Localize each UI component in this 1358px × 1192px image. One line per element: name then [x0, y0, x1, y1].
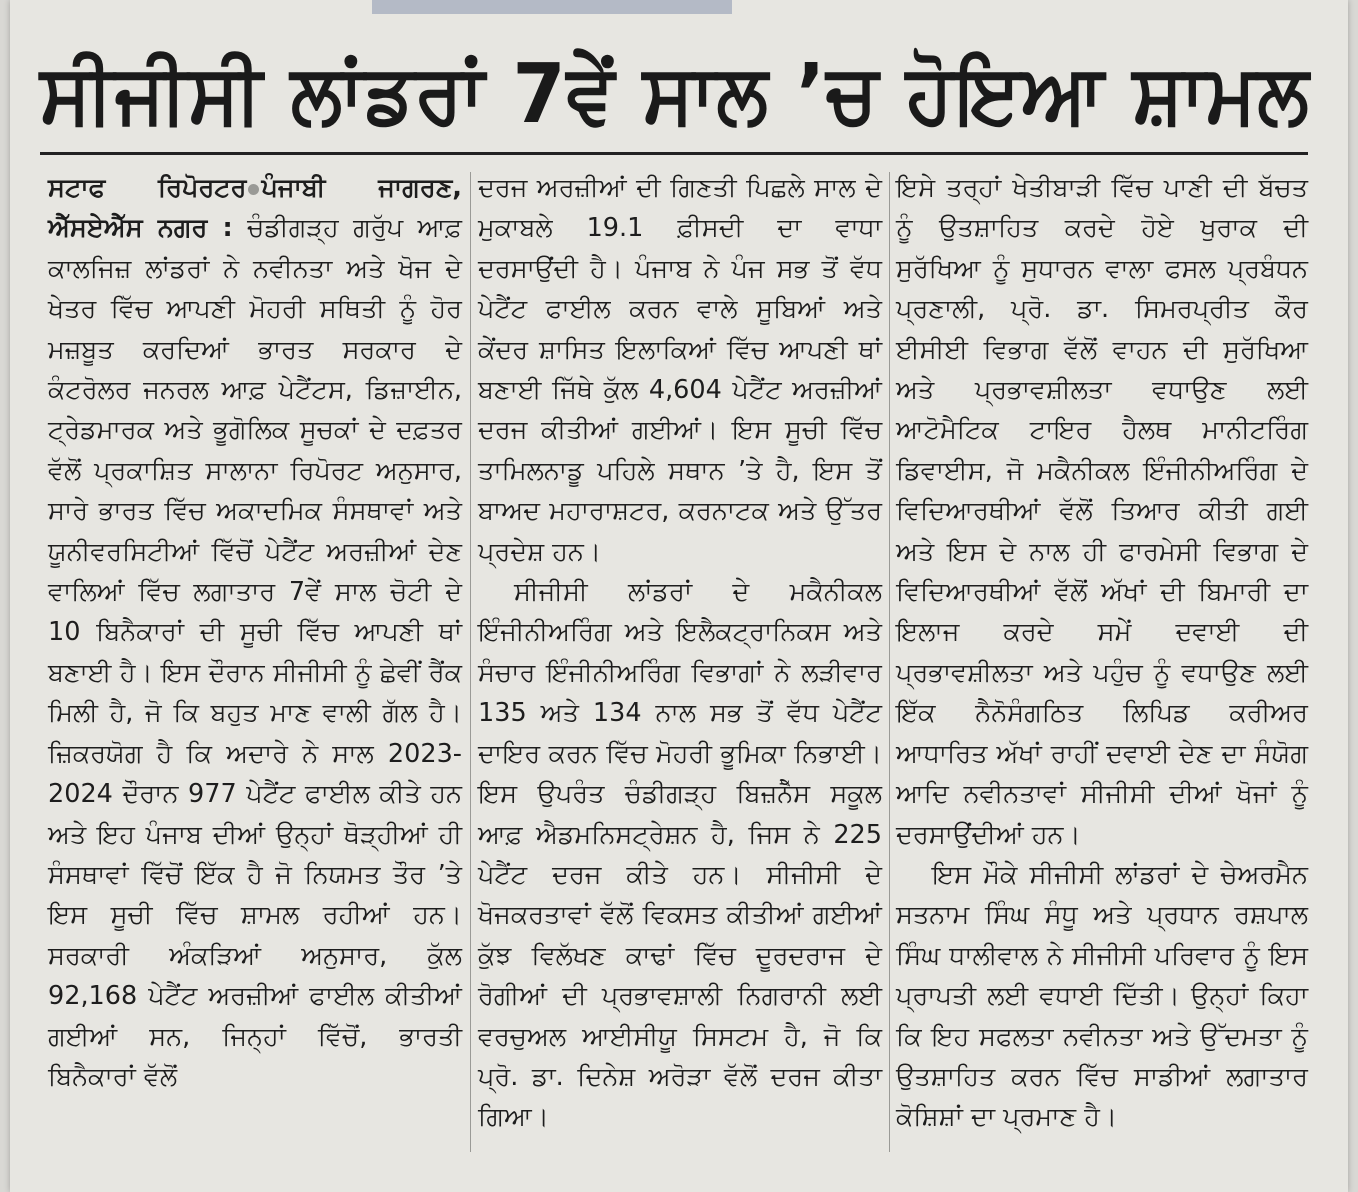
byline-paper: ਪੰਜਾਬੀ ਜਾਗਰਣ, [261, 173, 462, 203]
article-paragraph: ਇਸ ਮੌਕੇ ਸੀਜੀਸੀ ਲਾਂਡਰਾਂ ਦੇ ਚੇਅਰਮੈਨ ਸਤਨਾਮ ਸਿੰਘ ਸੰਧੂ ਅਤੇ ਪ੍ਰਧਾਨ ਰਸ਼ਪਾਲ ਸਿੰਘ ਧਾਲੀਵਾਲ ਨੇ ਸੀਜੀਸੀ ਪਰਿਵਾਰ ਨੂੰ ਇਸ ਪ੍ਰਾਪਤੀ ਲਈ ਵਧਾਈ ਦਿੱਤੀ। ਉਨ੍ਹਾਂ ਕਿਹਾ ਕਿ ਇਹ ਸਫਲਤਾ ਨਵੀਨਤਾ ਅਤੇ ਉੱਦਮਤਾ ਨੂੰ ਉਤਸ਼ਾਹਿਤ ਕਰਨ ਵਿੱਚ ਸਾਡੀਆਂ ਲਗਾਤਾਰ ਕੋਸ਼ਿਸ਼ਾਂ ਦਾ ਪ੍ਰਮਾਣ ਹੈ। [896, 859, 1308, 1133]
article-paragraph: ਸੀਜੀਸੀ ਲਾਂਡਰਾਂ ਦੇ ਮਕੈਨੀਕਲ ਇੰਜੀਨੀਅਰਿੰਗ ਅਤੇ ਇਲੈਕਟ੍ਰਾਨਿਕਸ ਅਤੇ ਸੰਚਾਰ ਇੰਜੀਨੀਅਰਿੰਗ ਵਿਭਾਗਾਂ ਨੇ ਲੜੀਵਾਰ 135 ਅਤੇ 134 ਨਾਲ ਸਭ ਤੋਂ ਵੱਧ ਪੇਟੈਂਟ ਦਾਇਰ ਕਰਨ ਵਿੱਚ ਮੋਹਰੀ ਭੂਮਿਕਾ ਨਿਭਾਈ। ਇਸ ਉਪਰੰਤ ਚੰਡੀਗੜ੍ਹ ਬਿਜ਼ਨੈੱਸ ਸਕੂਲ ਆਫ਼ ਐਡਮਨਿਸਟ੍ਰੇਸ਼ਨ ਹੈ, ਜਿਸ ਨੇ 225 ਪੇਟੈਂਟ ਦਰਜ ਕੀਤੇ ਹਨ। ਸੀਜੀਸੀ ਦੇ ਖੋਜਕਰਤਾਵਾਂ ਵੱਲੋਂ ਵਿਕਸਤ ਕੀਤੀਆਂ ਗਈਆਂ ਕੁੱਝ ਵਿਲੱਖਣ ਕਾਢਾਂ ਵਿੱਚ ਦੂਰਦਰਾਜ ਦੇ ਰੋਗੀਆਂ ਦੀ ਪ੍ਰਭਾਵਸ਼ਾਲੀ ਨਿਗਰਾਨੀ ਲਈ ਵਰਚੁਅਲ ਆਈਸੀਯੂ ਸਿਸਟਮ ਹੈ, ਜੋ ਕਿ ਪ੍ਰੋ. ਡਾ. ਦਿਨੇਸ਼ ਅਰੋੜਾ ਵੱਲੋਂ ਦਰਜ ਕੀਤਾ ਗਿਆ। [478, 577, 882, 1133]
column-separator [889, 172, 890, 1152]
headline: ਸੀਜੀਸੀ ਲਾਂਡਰਾਂ 7ਵੇਂ ਸਾਲ ’ਚ ਹੋਇਆ ਸ਼ਾਮਲ [40, 47, 1310, 142]
article-paragraph: ਇਸੇ ਤਰ੍ਹਾਂ ਖੇਤੀਬਾੜੀ ਵਿੱਚ ਪਾਣੀ ਦੀ ਬੱਚਤ ਨੂੰ ਉਤਸ਼ਾਹਿਤ ਕਰਦੇ ਹੋਏ ਖੁਰਾਕ ਦੀ ਸੁਰੱਖਿਆ ਨੂੰ ਸੁਧਾਰਨ ਵਾਲਾ ਫਸਲ ਪ੍ਰਬੰਧਨ ਪ੍ਰਣਾਲੀ, ਪ੍ਰੋ. ਡਾ. ਸਿਮਰਪ੍ਰੀਤ ਕੌਰ ਈਸੀਈ ਵਿਭਾਗ ਵੱਲੋਂ ਵਾਹਨ ਦੀ ਸੁਰੱਖਿਆ ਅਤੇ ਪ੍ਰਭਾਵਸ਼ੀਲਤਾ ਵਧਾਉਣ ਲਈ ਆਟੋਮੈਟਿਕ ਟਾਇਰ ਹੈਲਥ ਮਾਨੀਟਰਿੰਗ ਡਿਵਾਈਸ, ਜੋ ਮਕੈਨੀਕਲ ਇੰਜੀਨੀਅਰਿੰਗ ਦੇ ਵਿਦਿਆਰਥੀਆਂ ਵੱਲੋਂ ਤਿਆਰ ਕੀਤੀ ਗਈ ਅਤੇ ਇਸ ਦੇ ਨਾਲ ਹੀ ਫਾਰਮੇਸੀ ਵਿਭਾਗ ਦੇ ਵਿਦਿਆਰਥੀਆਂ ਵੱਲੋਂ ਅੱਖਾਂ ਦੀ ਬਿਮਾਰੀ ਦਾ ਇਲਾਜ ਕਰਦੇ ਸਮੇਂ ਦਵਾਈ ਦੀ ਪ੍ਰਭਾਵਸ਼ੀਲਤਾ ਅਤੇ ਪਹੁੰਚ ਨੂੰ ਵਧਾਉਣ ਲਈ ਇੱਕ ਨੈਨੋਸੰਗਠਿਤ ਲਿਪਿਡ ਕਰੀਅਰ ਆਧਾਰਿਤ ਅੱਖਾਂ ਰਾਹੀਂ ਦਵਾਈ ਦੇਣ ਦਾ ਸੰਯੋਗ ਆਦਿ ਨਵੀਨਤਾਵਾਂ ਸੀਜੀਸੀ ਦੀਆਂ ਖੋਜਾਂ ਨੂੰ ਦਰਸਾਉਂਦੀਆਂ ਹਨ। [896, 173, 1308, 850]
article-column-1 [48, 168, 462, 1158]
article-column-2 [478, 168, 882, 1158]
article-lead-text: ਚੰਡੀਗੜ੍ਹ ਗਰੁੱਪ ਆਫ਼ ਕਾਲਜਿਜ਼ ਲਾਂਡਰਾਂ ਨੇ ਨਵੀਨਤਾ ਅਤੇ ਖੋਜ ਦੇ ਖੇਤਰ ਵਿੱਚ ਆਪਣੀ ਮੋਹਰੀ ਸਥਿਤੀ ਨੂੰ ਹੋਰ ਮਜ਼ਬੂਤ ਕਰਦਿਆਂ ਭਾਰਤ ਸਰਕਾਰ ਦੇ ਕੰਟਰੋਲਰ ਜਨਰਲ ਆਫ਼ ਪੇਟੈਂਟਸ, ਡਿਜ਼ਾਈਨ, ਟ੍ਰੇਡਮਾਰਕ ਅਤੇ ਭੂਗੋਲਿਕ ਸੂਚਕਾਂ ਦੇ ਦਫ਼ਤਰ ਵੱਲੋਂ ਪ੍ਰਕਾਸ਼ਿਤ ਸਾਲਾਨਾ ਰਿਪੋਰਟ ਅਨੁਸਾਰ, ਸਾਰੇ ਭਾਰਤ ਵਿੱਚ ਅਕਾਦਮਿਕ ਸੰਸਥਾਵਾਂ ਅਤੇ ਯੂਨੀਵਰਸਿਟੀਆਂ ਵਿੱਚੋਂ ਪੇਟੈਂਟ ਅਰਜ਼ੀਆਂ ਦੇਣ ਵਾਲਿਆਂ ਵਿੱਚ ਲਗਾਤਾਰ 7ਵੇਂ ਸਾਲ ਚੋਟੀ ਦੇ 10 ਬਿਨੈਕਾਰਾਂ ਦੀ ਸੂਚੀ ਵਿੱਚ ਆਪਣੀ ਥਾਂ ਬਣਾਈ ਹੈ। ਇਸ ਦੌਰਾਨ ਸੀਜੀਸੀ ਨੂੰ ਛੇਵੀਂ ਰੈਂਕ ਮਿਲੀ ਹੈ, ਜੋ ਕਿ ਬਹੁਤ ਮਾਣ ਵਾਲੀ ਗੱਲ ਹੈ। ਜ਼ਿਕਰਯੋਗ ਹੈ ਕਿ ਅਦਾਰੇ ਨੇ ਸਾਲ 2023-2024 ਦੌਰਾਨ 977 ਪੇਟੈਂਟ ਫਾਈਲ ਕੀਤੇ ਹਨ ਅਤੇ ਇਹ ਪੰਜਾਬ ਦੀਆਂ ਉਨ੍ਹਾਂ ਥੋੜ੍ਹੀਆਂ ਹੀ ਸੰਸਥਾਵਾਂ ਵਿੱਚੋਂ ਇੱਕ ਹੈ ਜੋ ਨਿਯਮਤ ਤੌਰ ’ਤੇ ਇਸ ਸੂਚੀ ਵਿੱਚ ਸ਼ਾਮਲ ਰਹੀਆਂ ਹਨ। ਸਰਕਾਰੀ ਅੰਕੜਿਆਂ ਅਨੁਸਾਰ, ਕੁੱਲ 92,168 ਪੇਟੈਂਟ ਅਰਜ਼ੀਆਂ ਫਾਈਲ ਕੀਤੀਆਂ ਗਈਆਂ ਸਨ, ਜਿਨ੍ਹਾਂ ਵਿੱਚੋਂ, ਭਾਰਤੀ ਬਿਨੈਕਾਰਾਂ ਵੱਲੋਂ [48, 213, 462, 1092]
article-paragraph: ਦਰਜ ਅਰਜ਼ੀਆਂ ਦੀ ਗਿਣਤੀ ਪਿਛਲੇ ਸਾਲ ਦੇ ਮੁਕਾਬਲੇ 19.1 ਫ਼ੀਸਦੀ ਦਾ ਵਾਧਾ ਦਰਸਾਉਂਦੀ ਹੈ। ਪੰਜਾਬ ਨੇ ਪੰਜ ਸਭ ਤੋਂ ਵੱਧ ਪੇਟੈਂਟ ਫਾਈਲ ਕਰਨ ਵਾਲੇ ਸੂਬਿਆਂ ਅਤੇ ਕੇਂਦਰ ਸ਼ਾਸਿਤ ਇਲਾਕਿਆਂ ਵਿੱਚ ਆਪਣੀ ਥਾਂ ਬਣਾਈ ਜਿੱਥੇ ਕੁੱਲ 4,604 ਪੇਟੈਂਟ ਅਰਜ਼ੀਆਂ ਦਰਜ ਕੀਤੀਆਂ ਗਈਆਂ। ਇਸ ਸੂਚੀ ਵਿੱਚ ਤਾਮਿਲਨਾਡੂ ਪਹਿਲੇ ਸਥਾਨ ’ਤੇ ਹੈ, ਇਸ ਤੋਂ ਬਾਅਦ ਮਹਾਰਾਸ਼ਟਰ, ਕਰਨਾਟਕ ਅਤੇ ਉੱਤਰ ਪ੍ਰਦੇਸ਼ ਹਨ। [478, 173, 882, 567]
adjacent-page-bleed [372, 0, 732, 14]
article-column-3 [896, 168, 1308, 1158]
byline-reporter: ਸਟਾਫ ਰਿਪੋਰਟਰ [48, 173, 247, 203]
byline-bullet [248, 184, 259, 195]
byline-place: ਐੱਸਏਐੱਸ ਨਗਰ : [48, 213, 233, 244]
column-separator [470, 172, 471, 1152]
headline-rule [40, 152, 1308, 155]
